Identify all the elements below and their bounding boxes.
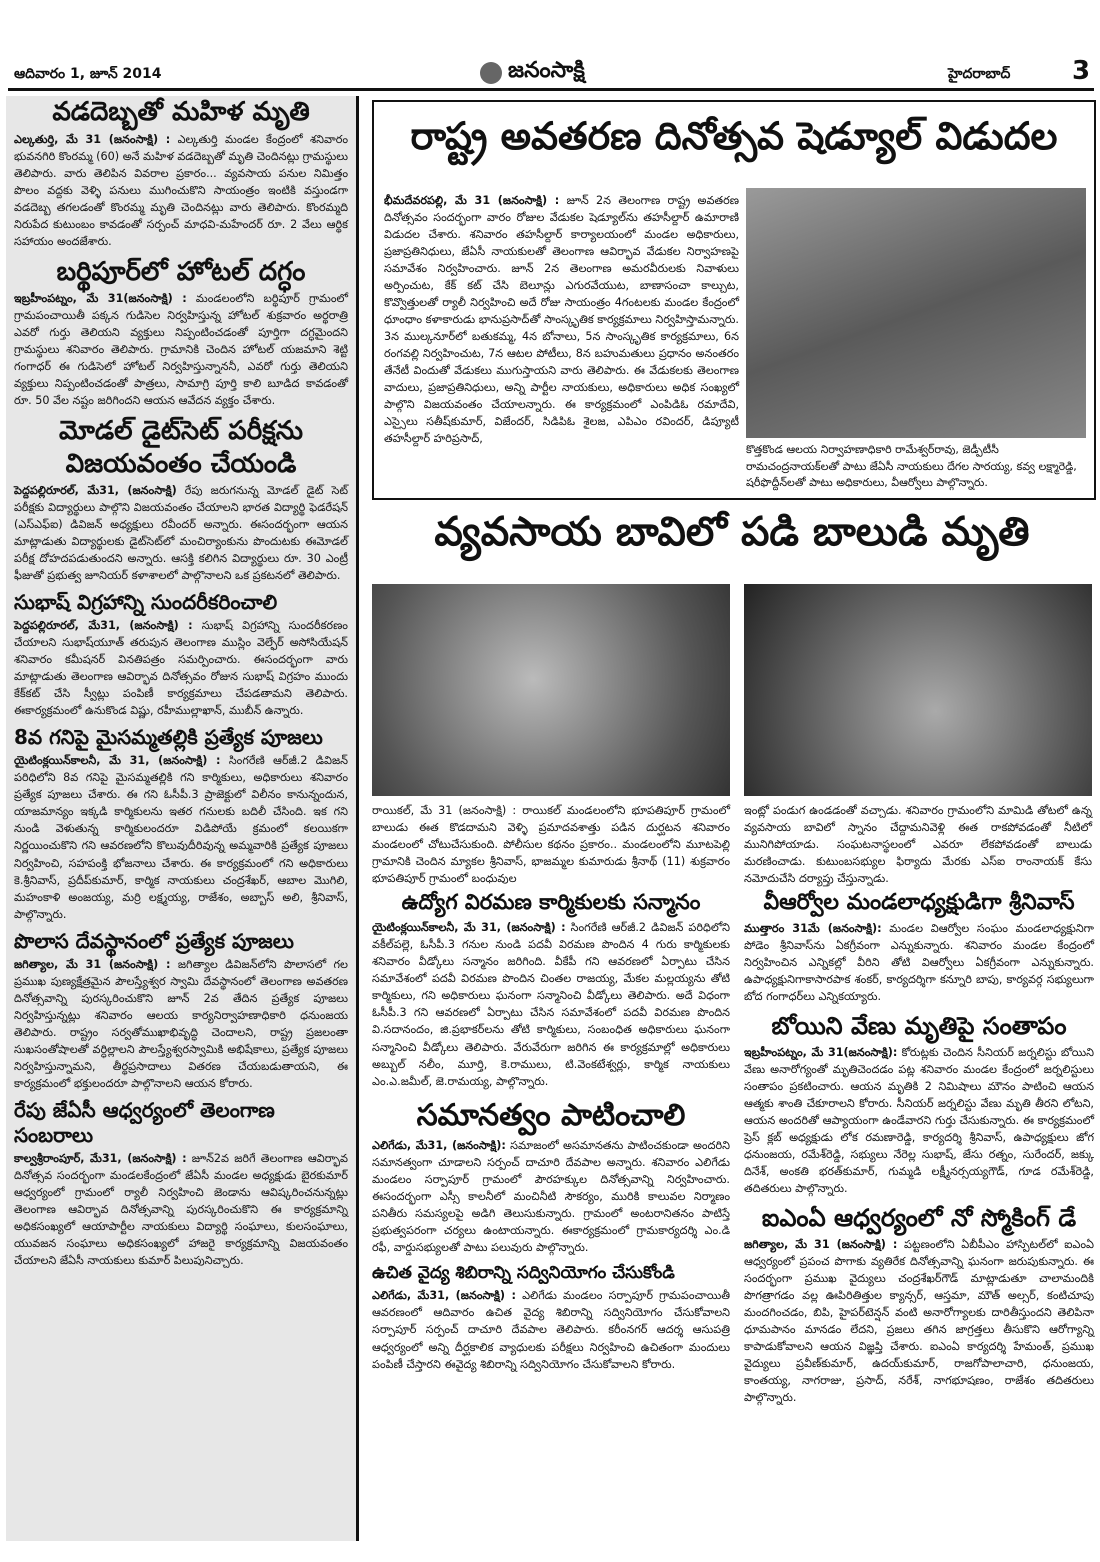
story-headline: వీఆర్వోల మండలాధ్యక్షుడిగా శ్రీనివాస్ xyxy=(763,890,1075,915)
top-story-text xyxy=(384,190,739,453)
story-body xyxy=(14,290,348,409)
story-body xyxy=(14,1150,348,1269)
story-body xyxy=(744,1236,1094,1406)
story-headline: పొలాస దేవస్థానంలో ప్రత్యేక పూజలు xyxy=(14,928,294,953)
logo-emblem-icon xyxy=(480,62,502,84)
story-dateline: కాల్వశ్రీరాంపూర్, మే31, (జనంసాక్షి) : xyxy=(14,1151,187,1165)
story-text: సింగరేణి ఆర్‌జీ.2 డివిజన్ పరిధిలోని 8వ గనిపై మైసమ్మతల్లికి గని కార్మికులు, అధికారులు శనివారం ప్రత్యేక పూజలు చేశారు. ఈ గని ఓసీపీ.3 ప్రాజెక్టులో విలీనం కానున్నందున, యాజమాన్యం ఇక్కడి కార్మికులను ఇతర గనులకు బదిలీ చేసింది. ఇక గని నుండి వెళుతున్న కార్మికులందరూ విడిపోయే క్రమంలో కలయికగా నిర్ణయించుకొని గని ఆవరణలోని కొలువుదీరివున్న అమ్మవారికి ప్రత్యేక పూజలు నిర్వహించి, సహపంక్తి భోజనాలు చేశారు. ఈ కార్యక్రమంలో గని అధికారులు కె.శ్రీనివాస్, ప్రదీప్‌కుమార్, కార్మిక నాయకులు చంద్రశేఖర్, ఆబాల మొగిలి, మహంకాళి అంజయ్య, మర్రి లక్ష్మయ్య, రాజేశం, అబ్బాస్ అలి, శ్రీనివాస్, పాల్గొన్నారు. xyxy=(14,754,349,921)
story-body xyxy=(372,919,730,1089)
story-dateline: ఎల్కతుర్తి, మే 31 (జనంసాక్షి) : xyxy=(14,132,171,146)
story-headline: ఉద్యోగ విరమణ కార్మికులకు సన్మానం xyxy=(401,890,701,914)
meeting-photo xyxy=(746,188,1086,438)
story-body xyxy=(14,752,348,922)
story-text: జగిత్యాల డివిజన్‌లోని పొలాసలో గల ప్రముఖ పుణ్యక్షేత్రమైన పౌలస్త్యేశ్వర స్వామి దేవస్థానంలో తెలంగాణ అవతరణ దినోత్సవాన్ని పురస్కరించుకొని జూన్ 2వ తేదిన ప్రత్యేక పూజలు నిర్వహిస్తున్నట్లు శనివారం ఆలయ కార్యనిర్వాహణాధికారి ధనుంజయ తెలిపారు. రాష్ట్రం సర్వతోముఖాభివృద్ధి చెందాలని, రాష్ట్ర ప్రజలంతా సుఖసంతోషాలతో వర్ధిల్లాలని పౌలస్త్యేశ్వరస్వామికి అభిషేకాలు, ప్రత్యేక పూజలు నిర్వహిస్తున్నామని, తీర్థప్రసాదాలు వితరణ చేయబడుతాయని, ఈ కార్యక్రమంలో భక్తులందరూ పాల్గొనాలని ఆయన కోరారు. xyxy=(14,957,348,1090)
story-headline: మోడల్ డైట్‌సెట్ పరీక్షను విజయవంతం చేయండి xyxy=(59,416,303,479)
middle-column xyxy=(372,888,730,1379)
story-headline: సమానత్వం పాటించాలి xyxy=(416,1097,686,1133)
story-dateline: ఇబ్రహీంపట్నం, మే 31(జనంసాక్షి) : xyxy=(14,292,187,306)
drowning-text-left: రాయికల్, మే 31 (జనంసాక్షి) : రాయికల్ మండలంలోని భూపతిపూర్ గ్రామంలో బాలుడు ఈత కొడదామని వెళ్ళి ప్రమాదవశాత్తు పడిన దుర్ఘటన శనివారం మండలంలో చోటుచేసుకుంది. పోలీసుల కథనం ప్రకారం.. మండలంలోని మూటపెల్లి గ్రామానికి చెందిన మ్యాకల శ్రీనివాస్, భాజమ్మల కుమారుడు శ్రీనాథ్ (11) శుక్రవారం భూపతిపూర్ గ్రామంలో బంధువుల xyxy=(372,804,730,886)
story-body xyxy=(14,131,348,250)
story-text: సుభాష్ విగ్రహాన్ని సుందరీకరణం చేయాలని సుభాష్‌యూత్ తరుపున తెలంగాణ ముస్లిం వెల్ఫేర్ అసోసియేషన్ శనివారం కమీషనర్ వినతిపత్రం సమర్పించారు. ఈసందర్భంగా వారు మాట్లాడుతు తెలంగాణ ఆవిర్భావ దినోత్సవం రోజున సుభాష్ విగ్రహం ముందు కేక్‌కట్ చేసి స్వీట్లు పంపిణీ కార్యక్రమాలు చేపడతామని తెలిపారు. ఈకార్యక్రమంలో ఉనుకొండ విష్ణు, రహీముల్లాఖాన్, ముబీన్ ఉన్నారు. xyxy=(14,619,348,718)
story-headline: వడదెబ్బతో మహిళ మృతి xyxy=(52,97,310,127)
story-dateline: యైటింక్లయిన్‌కాలనీ, మే 31, (జనంసాక్షి) : xyxy=(372,921,566,935)
story-headline: సుభాష్ విగ్రహాన్ని సుందరీకరించాలి xyxy=(14,590,278,615)
story-dateline: భీమదేవరపల్లి, మే 31 (జనంసాక్షి) : xyxy=(384,194,560,207)
story-text: మండల విఆర్వోల సంఘం మండలాధ్యక్షునిగా పోడెం శ్రీనివాస్‌ను ఏకగ్రీవంగా ఎన్నుకున్నారు. శనివారం మండల కేంద్రంలో నిర్వహించిన ఎన్నికల్లో వీరిని తోటి విఆర్వోలు ఏకగ్రీవంగా ఎన్నుకున్నారు. ఉపాధ్యక్షునిగాకాసారపాక శంకర్, కార్యదర్శిగా కన్నూరి బాపు, కార్యవర్గ సభ్యులుగా బోద గంగాధర్‌లు ఎన్నికయ్యారు. xyxy=(744,921,1094,1003)
story-text: జూన్ 2న తెలంగాణ రాష్ట్ర అవతరణ దినోత్సవం సందర్భంగా వారం రోజుల వేడుకల షెడ్యూల్‌ను తహసీల్దార్ ఉమారాణి విడుదల చేశారు. శనివారం తహసీల్దార్ కార్యాలయంలో మండల అధికారులు, ప్రజాప్రతినిధులు, జేఏసీ నాయకులతో తెలంగాణ ఆవిర్భావ వేడుకల నిర్వాహణపై సమావేశం నిర్వహించారు. జూన్ 2న తెలంగాణ అమరవీరులకు నివాళులు అర్పించుట, కేక్ కట్ చేసి బెలూన్లు ఎగురవేయుట, బాణాసంచా కాల్చుట, కొవ్వొత్తులతో ర్యాలీ నిర్వహించి అదే రోజు సాయంత్రం 4గంటలకు మండల కేంద్రంలో ధూంధాం కళాకారుడు భానుప్రసాద్‌తో సాంస్కృతిక కార్యక్రమాలు నిర్వహిస్తామన్నారు. 3న ముల్కనూర్‌లో బతుకమ్మ, 4న బోనాలు, 5న సాంస్కృతిక కార్యక్రమాలు, 6న రంగవల్లి నిర్వహించుట, 7న ఆటల పోటీలు, 8న బహుమతులు ప్రధానం అనంతరం తేనేటీ విందుతో వేడుకలు ముగుస్తాయని వారు తెలిపారు. ఈ వేడుకలకు తెలంగాణ వాదులు, ప్రజాప్రతినిధులు, అన్ని పార్టీల నాయకులు, అధికారులు అధిక సంఖ్యలో పాల్గొని విజయవంతం చేయాలన్నారు. ఈ కార్యక్రమంలో ఎంపిడిఓ రమాదేవి, ఎస్సైలు సతీష్‌కుమార్, విజేందర్, సిడిపిఓ శైలజ, ఎపిఎం రవిందర్, డిప్యూటీ తహసీల్దార్ హరిప్రసాద్, xyxy=(384,194,740,446)
page-number: 3 xyxy=(1072,56,1091,86)
story-headline: ఉచిత వైద్య శిబిరాన్ని సద్వినియోగం చేసుకోండి xyxy=(372,1262,675,1283)
story-text: కోరుట్లకు చెందిన సీనియర్ జర్నలిస్టు బోయిని వేణు అనారోగ్యంతో మృతిచెందడం పట్ల శనివారం మండల కేంద్రంలో జర్నలిస్టులు సంతాపం ప్రకటించారు. ఆయన మృతికి 2 నిమిషాలు మౌనం పాటించి ఆయన ఆత్మకు శాంతి చేకూరాలని కోరారు. సీనియర్ జర్నలిస్టు వేణు మృతి తీరని లోటని, ఆయన అందరితో ఆప్యాయంగా ఉండేవారని గుర్తు చేసుకున్నారు. ఈ కార్యక్రమంలో ప్రెస్ క్లబ్ అధ్యక్షుడు లోక రమణారెడ్డి, కార్యదర్శి శ్రీనివాస్, ఉపాధ్యక్షులు జోగ ధనుంజయ, రమేశ్‌రెడ్డి, సభ్యులు నేరెల్ల సుభాష్, జేసు రత్నం, సురేందర్, జక్కు దినేశ్, అంకతి భరత్‌కుమార్, గుమ్మడి లక్ష్మీనర్సయ్యగౌడ్, గూడ రమేశ్‌రెడ్డి, తదితరులు పాల్గొన్నారు. xyxy=(744,1045,1094,1196)
story-headline: బోయిని వేణు మృతిపై సంతాపం xyxy=(771,1011,1067,1040)
story-dateline: జగిత్యాల, మే 31 (జనంసాక్షి) : xyxy=(744,1238,898,1252)
story-dateline: ముత్తారం 31మే (జనంసాక్షి): xyxy=(744,921,882,935)
masthead xyxy=(0,0,1100,96)
paper-logo xyxy=(480,58,585,88)
story-headline: ఐఎంఏ ఆధ్వర్యంలో నో స్మోకింగ్ డే xyxy=(761,1204,1077,1233)
story-dateline: యైటింక్లయిన్‌కాలనీ, మే 31, (జనంసాక్షి) : xyxy=(14,754,221,768)
masthead-divider xyxy=(8,88,1094,91)
story-text: జూన్2వ జరిగే తెలంగాణ ఆవిర్భావ దినోత్సవ సందర్భంగా మండలకేంద్రంలో జేఏసీ మండల అధ్యక్షుడు బైరకుమార్ ఆధ్వర్యంలో గ్రామంలో ర్యాలీ నిర్వహించి జెండాను ఆవిష్కరించనున్నట్లు తెలంగాణ ఆవిర్భావ దినోత్సవాన్ని పురస్కరించుకొని ఈ కార్యక్రమాన్ని అధికసంఖ్యలో ఆయాపార్టీల నాయకులు విద్యార్థి సంఘాలు, కులసంఘాలు, యువజన సంఘాలు అధికసంఖ్యలో హాజరై కార్యక్రమాన్ని విజయవంతం చేయాలని జేఏసీ నాయకులు కుమార్ పిలుపునిచ్చారు. xyxy=(14,1151,349,1267)
story-hotel-fire xyxy=(6,256,356,410)
edition-city: హైదరాబాద్ xyxy=(948,66,1011,82)
top-story-headline: రాష్ట్ర అవతరణ దినోత్సవ షెడ్యూల్ విడుదల xyxy=(410,114,1058,158)
story-body xyxy=(14,617,348,719)
story-body xyxy=(744,1044,1094,1197)
story-text: సింగరేణి ఆర్‌జీ.2 డివిజన్ పరిధిలోని వకీల్‌పల్లె, ఓసీపీ.3 గనుల నుండి పదవీ విరమణ పొందిన 4 గురు కార్మికులకు శనివారం వీడ్కోలు సన్మానం జరిగింది. వీకేపీ గని ఆవరణలో ఏర్పాటు చేసిన సమావేశంలో పదవీ విరమణ పొందిన చింతల రాజయ్య, మేకల మల్లయ్యను తోటి కార్మికులు, గని అధికారులు ఘనంగా సన్మానించి వీడ్కోలు తెలిపారు. అదే విధంగా ఓసీపీ.3 గని ఆవరణలో ఏర్పాటు చేసిన సమావేశంలో పదవీ విరమణ పొందిన వి.సదానందం, జి.ప్రభాకర్‌లను తోటి కార్మికులు, సంబంధిత అధికారులు ఘనంగా సన్మానించి వీడ్కోలు తెలిపారు. వేరువేరుగా జరిగిన ఈ కార్యక్రమాల్లో అధికారులు అబ్బుల్ నలీం, మూర్తి, కె.రాములు, టి.వెంకటేశ్వర్లు, కార్మిక నాయకులు ఎం.ఎ.జమీల్, జె.రామయ్య, పాల్గొన్నారు. xyxy=(372,921,731,1088)
story-text: సమాజంలో అసమానతను పాటించకుండా అందరిని సమానత్వంగా చూడాలని సర్పంచ్ దాచూరి దేవపాల అన్నారు. శనివారం ఎలిగేడు మండలం సర్పాపూర్ గ్రామంలో పౌరహక్కుల దినోత్సవాన్ని నిర్వహించారు. ఈసందర్భంగా ఎస్సీ కాలనీలో మంచినీటి సౌకర్యం, మురికి కాలువల నిర్మాణం పనితీరు సమస్యలపై అడిగి తెలుసుకున్నారు. గ్రామంలో అంటరానితనం పాటిస్తే ప్రభుత్వపరంగా చర్యలు ఉంటాయన్నారు. ఈకార్యక్రమంలో గ్రామకార్యదర్శి ఎం.డి రఫీ, వార్డుసభ్యులతో పాటు పలువురు పాల్గొన్నారు. xyxy=(372,1138,730,1254)
paper-name: జనంసాక్షి xyxy=(508,58,585,83)
story-text: మండలంలోని బర్థిపూర్ గ్రామంలో గ్రామపంచాయితీ పక్కన గుడిసెల నిర్వహిస్తున్న హోటల్ శుక్రవారం అర్థరాత్రి ఎవరో గుర్తు తెలియని వ్యక్తులు నిప్పంటించడంతో పూర్తిగా దగ్ధమైందని గ్రామస్థులు శనివారం తెలిపారు. గ్రామానికి చెందిన హోటల్ యజమాని శెట్టి గంగాధర్ ఈ గుడిసెలో హోటల్ నిర్వహిస్తున్నాననీ, ఎవరో గుర్తు తెలియని వ్యక్తులు నిప్పంటించడంతో పాత్రలు, సామాగ్రి పూర్తి కాలి బూడిద కావడంతో రూ. 50 వేల నష్టం జరిగిందని ఆయన ఆవేదన వ్యక్తం చేశారు. xyxy=(14,292,349,408)
story-equality xyxy=(372,1096,730,1256)
story-dateline: పెద్దపల్లిరూరల్, మే31, (జనంసాక్షి) xyxy=(14,484,177,498)
story-body xyxy=(372,1287,730,1372)
story-jac-celebrations xyxy=(6,1098,356,1269)
story-mine-puja xyxy=(6,725,356,922)
top-story xyxy=(372,100,1096,500)
story-text: ఎల్కతుర్తి మండల కేంద్రంలో శనివారం భువనగిరి కొంరమ్మ (60) అనే మహిళ వడదెబ్బతో మృతి చెందినట్లు గ్రామస్థులు తెలిపారు. వారు తెలిపిన వివరాల ప్రకారం... వ్యవసాయ పనుల నిమిత్తం పొలం వద్దకు వెళ్ళి పనులు ముగించుకొని సాయంత్రం ఇంటికి వస్తుండగా వడదెబ్బ తగలడంతో కొంరమ్మ మృతి చెందినట్లు వారు తెలిపారు. కొంరమ్మది నిరుపేద కుటుంబం కావడంతో సర్పంచ్ మాధవి-మహేందర్ రూ. 2 వేలు ఆర్థిక సహాయం అందజేశారు. xyxy=(14,132,348,248)
story-dateline: ఎలిగేడు, మే31, (జనంసాక్షి): xyxy=(372,1138,506,1152)
story-vro-president xyxy=(744,888,1094,1005)
story-text: ఎలిగేడు మండలం సర్పాపూర్ గ్రామపంచాయితీ ఆవరణంలో ఆదివారం ఉచిత వైద్య శిబిరాన్ని సద్వినియోగం చేసుకోవాలని సర్పాపూర్ సర్పంచ్ దాచూరి దేవపాల తెలిపారు. కరీంనగర్ ఆదర్శ ఆసుపత్రి ఆధ్వర్యంలో అన్ని దీర్ఘకాలిక వ్యాధులకు పరీక్షలు నిర్వహించి ఉచితంగా మందులు పంపిణీ చేస్తారని ఈవైద్య శిబిరాన్ని సద్వినియోగం చేసుకోవాలని కోరారు. xyxy=(372,1289,730,1371)
story-text: పట్టణంలోని ఏబీపీఎం హాస్పిటల్‌లో ఐఎంఏ ఆధ్వర్యంలో ప్రపంచ పొగాకు వ్యతిరేక దినోత్సవాన్ని ఘనంగా జరుపుకున్నారు. ఈ సందర్భంగా ప్రముఖ వైద్యులు చంద్రశేఖర్‌గౌడ్ మాట్లాడుతూ చాలామందికి పొగత్రాగడం వల్ల ఊపిరితిత్తుల క్యాన్సర్, ఆస్తమా, మౌత్ అల్సర్, కంటిచూపు మందగించడం, బిపి, హైపర్‌టెన్షన్ వంటి అనారోగ్యాలకు దారితీస్తుందని తెలిపినా ధూమపానం మానడం లేదని, ప్రజలు తగిన జాగ్రత్తలు తీసుకొని ఆరోగ్యాన్ని కాపాడుకోవాలని ఆయన విజ్ఞప్తి చేశారు. ఐఎంఏ కార్యదర్శి హేమంత్, ప్రముఖ వైద్యులు ప్రవీణ్‌కుమార్, ఉదయ్‌కుమార్, రాజగోపాలాచారి, ధనుంజయ, కాంతయ్య, నాగరాజు, ప్రసాద్, నరేశ్, నాగభూషణం, రాజేశం తదితరులు పాల్గొన్నారు. xyxy=(744,1238,1094,1405)
story-body xyxy=(744,920,1094,1005)
left-column xyxy=(6,96,359,1541)
issue-date: ఆదివారం 1, జూన్ 2014 xyxy=(14,66,162,82)
story-headline: బర్థిపూర్‌లో హోటల్ దగ్ధం xyxy=(56,256,306,287)
story-subhash-statue xyxy=(6,590,356,719)
story-dateline: జగిత్యాల, మే 31 (జనంసాక్షి) : xyxy=(14,957,171,971)
story-polasa-temple xyxy=(6,929,356,1092)
story-body xyxy=(372,1137,730,1256)
right-column xyxy=(744,888,1094,1412)
story-body xyxy=(384,192,739,447)
story-body xyxy=(14,482,348,584)
story-text: రేపు జరుగనున్న మోడల్ డైట్ సెట్ పరీక్షకు విద్యార్థులు పాల్గొని విజయవంతం చేయాలని భారత విద్యార్థి ఫెడరేషన్ (ఎస్ఎఫ్ఐ) డివిజన్ అధ్యక్షులు రవీందర్ అన్నారు. ఈసందర్భంగా ఆయన మాట్లాడుతు విద్యార్థులకు డైట్‌సెట్‌లో మంచిర్యాంకును పొందుటకు ఈమోడల్ పరీక్ష దోహదపడుతుందని అన్నారు. ఆసక్తి కలిగిన విద్యార్థులు రూ. 30 ఎంట్రీ ఫీజుతో ప్రభుత్వ జూనియర్ కళాశాలలో పాల్గొనాలని ఒక ప్రకటనలో తెలిపారు. xyxy=(14,484,348,583)
story-medical-camp xyxy=(372,1262,730,1373)
story-dietcet xyxy=(6,415,356,584)
story-heatstroke xyxy=(6,96,356,250)
drowning-headline: వ్యవసాయ బావిలో పడి బాలుడి మృతి xyxy=(434,509,1030,555)
story-dateline: ఎలిగేడు, మే31, (జనంసాక్షి) : xyxy=(372,1289,516,1303)
story-dateline: పెద్దపల్లిరూరల్, మే31, (జనంసాక్షి) : xyxy=(14,619,193,633)
story-no-smoking xyxy=(744,1203,1094,1406)
story-headline: 8వ గనిపై మైసమ్మతల్లికి ప్రత్యేక పూజలు xyxy=(14,725,323,750)
story-dateline: ఇబ్రహీంపట్నం, మే 31(జనంసాక్షి): xyxy=(744,1045,898,1059)
photo-caption: కొత్తకొండ ఆలయ నిర్వాహణాధికారి రామేశ్వర్‌రావు, జెడ్పీటీసీ రామచంద్రనాయక్‌లతో పాటు జేఏసీ నాయకులు దేగల సారయ్య, కవ్వ లక్ష్మారెడ్డి, షరీఫొద్దీన్‌లతో పాటు అధికారులు, వీఆర్వోలు పాల్గొన్నారు. xyxy=(746,443,1077,489)
crowd-at-well-photo xyxy=(744,584,1092,796)
story-retirement xyxy=(372,888,730,1090)
story-condolence xyxy=(744,1011,1094,1197)
drowning-text-right: ఇంట్లో పండుగ ఉండడంతో వచ్చాడు. శనివారం గ్రామంలోని మామిడి తోటలో ఉన్న వ్యవసాయ బావిలో స్నానం చేద్దామనివెళ్లి ఈత రాకపోవడంతో నీటిలో మునిగిపోయాడు. సంఘటనాస్థలంలో ఎవరూ లేకపోవడంతో బాలుడు మరణించాడు. కుటుంబసభ్యుల ఫిర్యాదు మేరకు ఎస్ఐ రాంనాయక్ కేసు నమోదుచేసి దర్యాప్తు చేస్తున్నాడు. xyxy=(744,804,1092,886)
story-headline: రేపు జేఏసీ ఆధ్వర్యంలో తెలంగాణ సంబరాలు xyxy=(14,1097,275,1147)
story-body xyxy=(14,956,348,1092)
boy-body-photo xyxy=(372,584,730,796)
